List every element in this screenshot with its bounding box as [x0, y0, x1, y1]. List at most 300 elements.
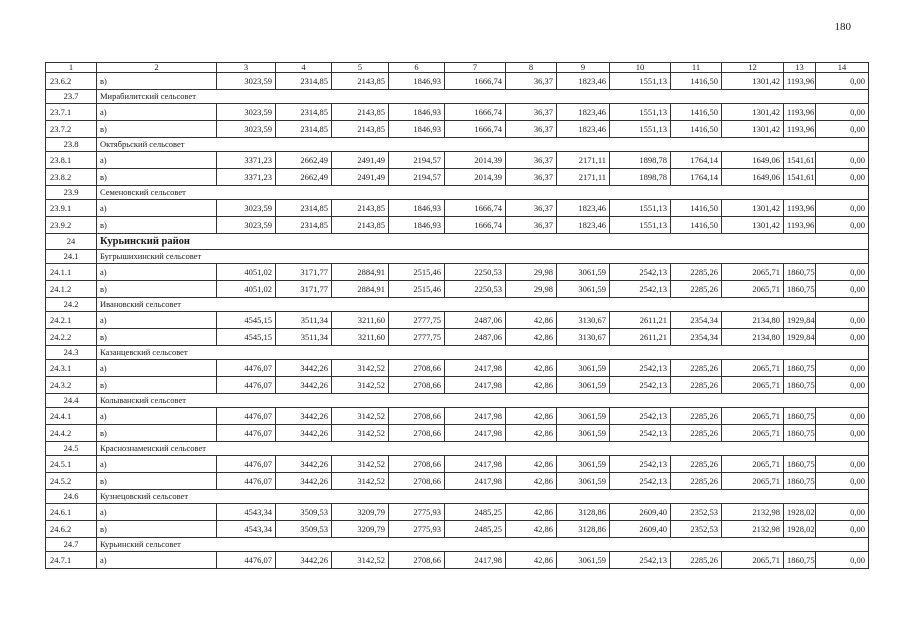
value-cell: 0,00 — [816, 264, 869, 281]
value-cell: 2662,49 — [276, 169, 332, 186]
section-row — [46, 394, 869, 408]
value-cell: 2250,53 — [445, 264, 506, 281]
row-code: 24.2 — [46, 298, 97, 312]
value-cell: 0,00 — [816, 217, 869, 234]
column-number: 5 — [332, 63, 389, 73]
value-cell: 3023,59 — [217, 217, 276, 234]
table-row — [46, 552, 869, 569]
value-cell: 29,98 — [506, 281, 557, 298]
row-code: 24.1.2 — [46, 281, 97, 298]
value-cell: 0,00 — [816, 425, 869, 442]
row-sub: в) — [97, 121, 217, 138]
value-cell: 2132,98 — [722, 521, 784, 538]
value-cell: 3061,59 — [557, 281, 610, 298]
value-cell: 42,86 — [506, 504, 557, 521]
value-cell: 4476,07 — [217, 408, 276, 425]
value-cell: 2417,98 — [445, 377, 506, 394]
row-code: 24.6.2 — [46, 521, 97, 538]
value-cell: 1416,50 — [671, 104, 722, 121]
value-cell: 1416,50 — [671, 217, 722, 234]
value-cell: 1860,75 — [784, 425, 816, 442]
section-title: Казанцевский сельсовет — [97, 346, 869, 360]
value-cell: 2542,13 — [610, 281, 671, 298]
value-cell: 0,00 — [816, 152, 869, 169]
row-code: 24.5 — [46, 442, 97, 456]
value-cell: 3061,59 — [557, 360, 610, 377]
value-cell: 0,00 — [816, 169, 869, 186]
value-cell: 2708,66 — [389, 456, 445, 473]
row-sub: в) — [97, 521, 217, 538]
value-cell: 1928,02 — [784, 504, 816, 521]
value-cell: 4051,02 — [217, 264, 276, 281]
row-code: 24.7.1 — [46, 552, 97, 569]
value-cell: 1416,50 — [671, 73, 722, 90]
value-cell: 2065,71 — [722, 360, 784, 377]
value-cell: 4476,07 — [217, 552, 276, 569]
value-cell: 1301,42 — [722, 104, 784, 121]
value-cell: 1301,42 — [722, 200, 784, 217]
row-sub: а) — [97, 104, 217, 121]
value-cell: 2542,13 — [610, 377, 671, 394]
value-cell: 0,00 — [816, 456, 869, 473]
value-cell: 2542,13 — [610, 408, 671, 425]
value-cell: 1541,61 — [784, 169, 816, 186]
value-cell: 1416,50 — [671, 121, 722, 138]
row-code: 23.7.2 — [46, 121, 97, 138]
column-number: 7 — [445, 63, 506, 73]
value-cell: 2065,71 — [722, 552, 784, 569]
value-cell: 29,98 — [506, 264, 557, 281]
value-cell: 0,00 — [816, 473, 869, 490]
value-cell: 2014,39 — [445, 169, 506, 186]
value-cell: 2194,57 — [389, 169, 445, 186]
district-title: Курьинский район — [97, 234, 869, 250]
value-cell: 3371,23 — [217, 152, 276, 169]
value-cell: 2065,71 — [722, 473, 784, 490]
row-code: 24.3.2 — [46, 377, 97, 394]
value-cell: 3442,26 — [276, 425, 332, 442]
value-cell: 3142,52 — [332, 425, 389, 442]
value-cell: 1541,61 — [784, 152, 816, 169]
value-cell: 2171,11 — [557, 169, 610, 186]
row-code: 24.6 — [46, 490, 97, 504]
row-code: 23.7 — [46, 90, 97, 104]
value-cell: 42,86 — [506, 360, 557, 377]
value-cell: 3442,26 — [276, 456, 332, 473]
value-cell: 2485,25 — [445, 521, 506, 538]
value-cell: 2417,98 — [445, 360, 506, 377]
value-cell: 1860,75 — [784, 552, 816, 569]
table-row — [46, 152, 869, 169]
table-row — [46, 377, 869, 394]
row-sub: а) — [97, 264, 217, 281]
value-cell: 1860,75 — [784, 281, 816, 298]
value-cell: 42,86 — [506, 377, 557, 394]
table-row — [46, 73, 869, 90]
value-cell: 2708,66 — [389, 408, 445, 425]
row-code: 23.8 — [46, 138, 97, 152]
row-sub: а) — [97, 456, 217, 473]
section-row — [46, 346, 869, 360]
value-cell: 2542,13 — [610, 360, 671, 377]
value-cell: 0,00 — [816, 104, 869, 121]
value-cell: 1860,75 — [784, 377, 816, 394]
table-row — [46, 169, 869, 186]
value-cell: 1823,46 — [557, 200, 610, 217]
section-title: Колыванский сельсовет — [97, 394, 869, 408]
value-cell: 2354,34 — [671, 329, 722, 346]
row-code: 24.3.1 — [46, 360, 97, 377]
value-cell: 42,86 — [506, 473, 557, 490]
value-cell: 2194,57 — [389, 152, 445, 169]
value-cell: 4051,02 — [217, 281, 276, 298]
value-cell: 3061,59 — [557, 377, 610, 394]
value-cell: 2708,66 — [389, 425, 445, 442]
value-cell: 2611,21 — [610, 312, 671, 329]
value-cell: 42,86 — [506, 329, 557, 346]
row-code: 24.6.1 — [46, 504, 97, 521]
row-sub: в) — [97, 425, 217, 442]
value-cell: 2285,26 — [671, 377, 722, 394]
value-cell: 3442,26 — [276, 552, 332, 569]
value-cell: 36,37 — [506, 200, 557, 217]
value-cell: 0,00 — [816, 521, 869, 538]
value-cell: 3171,77 — [276, 281, 332, 298]
value-cell: 2777,75 — [389, 312, 445, 329]
value-cell: 3209,79 — [332, 521, 389, 538]
value-cell: 1860,75 — [784, 456, 816, 473]
value-cell: 3142,52 — [332, 360, 389, 377]
row-code: 24.5.1 — [46, 456, 97, 473]
row-sub: в) — [97, 169, 217, 186]
value-cell: 1846,93 — [389, 104, 445, 121]
row-code: 24 — [46, 234, 97, 250]
section-row — [46, 442, 869, 456]
value-cell: 2708,66 — [389, 552, 445, 569]
row-code: 23.6.2 — [46, 73, 97, 90]
value-cell: 1193,96 — [784, 73, 816, 90]
row-code: 23.7.1 — [46, 104, 97, 121]
value-cell: 2352,53 — [671, 521, 722, 538]
value-cell: 1846,93 — [389, 217, 445, 234]
value-cell: 1551,13 — [610, 121, 671, 138]
row-code: 24.4.2 — [46, 425, 97, 442]
value-cell: 2065,71 — [722, 408, 784, 425]
value-cell: 3061,59 — [557, 473, 610, 490]
value-cell: 3442,26 — [276, 377, 332, 394]
value-cell: 1823,46 — [557, 121, 610, 138]
value-cell: 2417,98 — [445, 425, 506, 442]
value-cell: 0,00 — [816, 281, 869, 298]
tariff-table — [45, 62, 869, 569]
value-cell: 2014,39 — [445, 152, 506, 169]
value-cell: 3061,59 — [557, 552, 610, 569]
column-number: 3 — [217, 63, 276, 73]
value-cell: 1846,93 — [389, 121, 445, 138]
value-cell: 4545,15 — [217, 312, 276, 329]
row-sub: а) — [97, 408, 217, 425]
value-cell: 2143,85 — [332, 121, 389, 138]
section-title: Бугрышихинский сельсовет — [97, 250, 869, 264]
table-row — [46, 360, 869, 377]
value-cell: 2171,11 — [557, 152, 610, 169]
value-cell: 2417,98 — [445, 456, 506, 473]
table-row — [46, 521, 869, 538]
value-cell: 2065,71 — [722, 377, 784, 394]
value-cell: 3023,59 — [217, 104, 276, 121]
value-cell: 1666,74 — [445, 121, 506, 138]
value-cell: 2143,85 — [332, 217, 389, 234]
value-cell: 1193,96 — [784, 217, 816, 234]
value-cell: 3442,26 — [276, 473, 332, 490]
value-cell: 1860,75 — [784, 360, 816, 377]
value-cell: 1764,14 — [671, 152, 722, 169]
value-cell: 2491,49 — [332, 152, 389, 169]
value-cell: 1649,06 — [722, 152, 784, 169]
section-row — [46, 490, 869, 504]
value-cell: 1649,06 — [722, 169, 784, 186]
value-cell: 2285,26 — [671, 456, 722, 473]
section-title: Ивановский сельсовет — [97, 298, 869, 312]
column-number: 4 — [276, 63, 332, 73]
value-cell: 4476,07 — [217, 456, 276, 473]
column-number: 8 — [506, 63, 557, 73]
value-cell: 3142,52 — [332, 552, 389, 569]
value-cell: 1666,74 — [445, 217, 506, 234]
value-cell: 0,00 — [816, 200, 869, 217]
value-cell: 3442,26 — [276, 360, 332, 377]
value-cell: 2352,53 — [671, 504, 722, 521]
row-code: 23.8.1 — [46, 152, 97, 169]
value-cell: 2143,85 — [332, 73, 389, 90]
value-cell: 36,37 — [506, 217, 557, 234]
value-cell: 3511,34 — [276, 329, 332, 346]
row-sub: а) — [97, 504, 217, 521]
value-cell: 1860,75 — [784, 264, 816, 281]
value-cell: 1898,78 — [610, 169, 671, 186]
value-cell: 3142,52 — [332, 456, 389, 473]
value-cell: 2708,66 — [389, 473, 445, 490]
value-cell: 1823,46 — [557, 73, 610, 90]
value-cell: 42,86 — [506, 456, 557, 473]
value-cell: 2611,21 — [610, 329, 671, 346]
value-cell: 1193,96 — [784, 121, 816, 138]
value-cell: 3211,60 — [332, 329, 389, 346]
district-row — [46, 234, 869, 250]
table-row — [46, 281, 869, 298]
value-cell: 1823,46 — [557, 217, 610, 234]
section-row — [46, 250, 869, 264]
column-number: 6 — [389, 63, 445, 73]
row-code: 24.7 — [46, 538, 97, 552]
row-sub: в) — [97, 377, 217, 394]
value-cell: 2132,98 — [722, 504, 784, 521]
value-cell: 1301,42 — [722, 121, 784, 138]
value-cell: 2285,26 — [671, 408, 722, 425]
value-cell: 1929,84 — [784, 329, 816, 346]
value-cell: 1846,93 — [389, 200, 445, 217]
value-cell: 2285,26 — [671, 360, 722, 377]
value-cell: 2314,85 — [276, 217, 332, 234]
column-number: 11 — [671, 63, 722, 73]
value-cell: 2285,26 — [671, 425, 722, 442]
column-number: 14 — [816, 63, 869, 73]
section-row — [46, 186, 869, 200]
section-title: Курьинский сельсовет — [97, 538, 869, 552]
value-cell: 3023,59 — [217, 73, 276, 90]
value-cell: 1301,42 — [722, 73, 784, 90]
row-sub: а) — [97, 312, 217, 329]
value-cell: 2143,85 — [332, 104, 389, 121]
column-number: 9 — [557, 63, 610, 73]
section-title: Кузнецовский сельсовет — [97, 490, 869, 504]
table-row — [46, 200, 869, 217]
section-row — [46, 138, 869, 152]
value-cell: 4545,15 — [217, 329, 276, 346]
row-sub: в) — [97, 217, 217, 234]
table-row — [46, 473, 869, 490]
value-cell: 42,86 — [506, 312, 557, 329]
value-cell: 3023,59 — [217, 121, 276, 138]
row-sub: а) — [97, 360, 217, 377]
value-cell: 1898,78 — [610, 152, 671, 169]
value-cell: 0,00 — [816, 552, 869, 569]
value-cell: 3061,59 — [557, 408, 610, 425]
value-cell: 3130,67 — [557, 312, 610, 329]
value-cell: 42,86 — [506, 425, 557, 442]
value-cell: 2134,80 — [722, 329, 784, 346]
value-cell: 2542,13 — [610, 425, 671, 442]
value-cell: 1666,74 — [445, 73, 506, 90]
value-cell: 2065,71 — [722, 456, 784, 473]
section-title: Мирабилитский сельсовет — [97, 90, 869, 104]
row-code: 23.9.1 — [46, 200, 97, 217]
table-row — [46, 264, 869, 281]
row-code: 24.4 — [46, 394, 97, 408]
value-cell: 3511,34 — [276, 312, 332, 329]
value-cell: 4476,07 — [217, 473, 276, 490]
table-row — [46, 312, 869, 329]
row-sub: а) — [97, 200, 217, 217]
value-cell: 2314,85 — [276, 104, 332, 121]
value-cell: 2487,06 — [445, 312, 506, 329]
column-number: 12 — [722, 63, 784, 73]
value-cell: 2485,25 — [445, 504, 506, 521]
section-title: Краснознаменский сельсовет — [97, 442, 869, 456]
value-cell: 3128,86 — [557, 504, 610, 521]
section-row — [46, 298, 869, 312]
value-cell: 2250,53 — [445, 281, 506, 298]
value-cell: 0,00 — [816, 377, 869, 394]
value-cell: 4476,07 — [217, 425, 276, 442]
value-cell: 2542,13 — [610, 473, 671, 490]
value-cell: 2775,93 — [389, 504, 445, 521]
value-cell: 3128,86 — [557, 521, 610, 538]
value-cell: 2515,46 — [389, 264, 445, 281]
value-cell: 2609,40 — [610, 504, 671, 521]
value-cell: 2542,13 — [610, 552, 671, 569]
table-row — [46, 408, 869, 425]
row-sub: а) — [97, 552, 217, 569]
section-title: Семеновский сельсовет — [97, 186, 869, 200]
value-cell: 1860,75 — [784, 408, 816, 425]
value-cell: 3061,59 — [557, 456, 610, 473]
value-cell: 3130,67 — [557, 329, 610, 346]
column-number: 2 — [97, 63, 217, 73]
value-cell: 2285,26 — [671, 552, 722, 569]
value-cell: 1666,74 — [445, 104, 506, 121]
value-cell: 2542,13 — [610, 264, 671, 281]
value-cell: 2662,49 — [276, 152, 332, 169]
value-cell: 3442,26 — [276, 408, 332, 425]
value-cell: 3023,59 — [217, 200, 276, 217]
value-cell: 1193,96 — [784, 200, 816, 217]
value-cell: 2134,80 — [722, 312, 784, 329]
value-cell: 3509,53 — [276, 504, 332, 521]
row-code: 23.8.2 — [46, 169, 97, 186]
value-cell: 1551,13 — [610, 73, 671, 90]
value-cell: 36,37 — [506, 104, 557, 121]
table-row — [46, 104, 869, 121]
value-cell: 1928,02 — [784, 521, 816, 538]
value-cell: 2354,34 — [671, 312, 722, 329]
value-cell: 3171,77 — [276, 264, 332, 281]
value-cell: 1846,93 — [389, 73, 445, 90]
value-cell: 2708,66 — [389, 377, 445, 394]
value-cell: 0,00 — [816, 360, 869, 377]
value-cell: 2285,26 — [671, 264, 722, 281]
value-cell: 0,00 — [816, 312, 869, 329]
value-cell: 2417,98 — [445, 408, 506, 425]
value-cell: 3061,59 — [557, 425, 610, 442]
row-sub: в) — [97, 329, 217, 346]
row-code: 23.9.2 — [46, 217, 97, 234]
value-cell: 2609,40 — [610, 521, 671, 538]
value-cell: 2285,26 — [671, 281, 722, 298]
value-cell: 3509,53 — [276, 521, 332, 538]
value-cell: 2143,85 — [332, 200, 389, 217]
table-row — [46, 456, 869, 473]
value-cell: 3061,59 — [557, 264, 610, 281]
value-cell: 2775,93 — [389, 521, 445, 538]
column-number: 13 — [784, 63, 816, 73]
value-cell: 0,00 — [816, 504, 869, 521]
value-cell: 2491,49 — [332, 169, 389, 186]
row-code: 24.3 — [46, 346, 97, 360]
value-cell: 2285,26 — [671, 473, 722, 490]
value-cell: 2065,71 — [722, 264, 784, 281]
value-cell: 2884,91 — [332, 281, 389, 298]
value-cell: 3211,60 — [332, 312, 389, 329]
row-code: 23.9 — [46, 186, 97, 200]
value-cell: 1551,13 — [610, 104, 671, 121]
value-cell: 4476,07 — [217, 360, 276, 377]
row-sub: в) — [97, 473, 217, 490]
value-cell: 1823,46 — [557, 104, 610, 121]
row-code: 24.2.2 — [46, 329, 97, 346]
value-cell: 0,00 — [816, 73, 869, 90]
value-cell: 4543,34 — [217, 521, 276, 538]
table-row — [46, 425, 869, 442]
row-code: 24.5.2 — [46, 473, 97, 490]
row-code: 24.1.1 — [46, 264, 97, 281]
row-sub: в) — [97, 281, 217, 298]
section-row — [46, 90, 869, 104]
column-number: 1 — [46, 63, 97, 73]
value-cell: 3371,23 — [217, 169, 276, 186]
value-cell: 4476,07 — [217, 377, 276, 394]
value-cell: 2884,91 — [332, 264, 389, 281]
